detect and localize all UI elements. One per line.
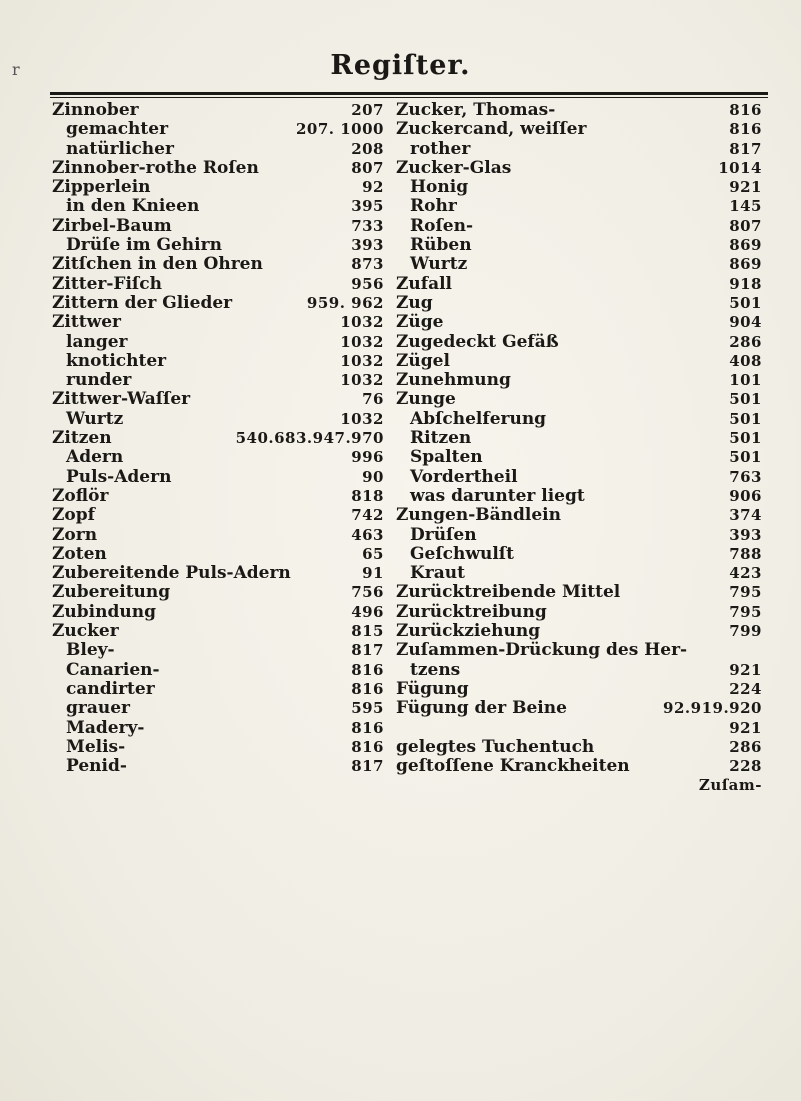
page-reference: 393 <box>729 525 762 544</box>
index-term: runder <box>66 370 132 391</box>
index-entry <box>52 699 384 718</box>
index-entry <box>396 101 762 120</box>
page-reference: 788 <box>729 544 762 563</box>
index-term: Abſchelferung <box>410 408 547 429</box>
index-term: Drüſen <box>410 524 477 545</box>
right-index-column <box>396 101 762 796</box>
index-entry <box>52 487 384 506</box>
index-entry <box>52 390 384 409</box>
index-term: Zubereitende Puls-Adern <box>52 563 291 584</box>
page-reference: 501 <box>729 448 762 467</box>
index-term: Zipperlein <box>52 177 151 198</box>
page-reference: 1032 <box>340 409 384 428</box>
page-reference: 807 <box>351 158 384 177</box>
index-term: Spalten <box>410 447 483 468</box>
index-term: Fügung <box>396 678 469 699</box>
page-reference: 816 <box>351 737 384 756</box>
index-term: Zittwer <box>52 312 121 333</box>
corner-mark: r <box>12 60 20 79</box>
header-rule <box>50 92 768 95</box>
index-term: Madery- <box>66 717 145 738</box>
page-reference: 91 <box>362 564 384 583</box>
index-term: Zunehmung <box>396 370 511 391</box>
page-reference: 395 <box>351 197 384 216</box>
index-term: geſtoſſene Kranckheiten <box>396 756 630 777</box>
index-entry <box>396 603 762 622</box>
page-reference: 996 <box>351 448 384 467</box>
index-term: Zopf <box>52 505 95 526</box>
index-term: rother <box>410 138 471 159</box>
page-reference: 816 <box>351 718 384 737</box>
index-term: Zubereitung <box>52 582 171 603</box>
index-term: Honig <box>410 177 469 198</box>
index-entry <box>52 236 384 255</box>
page-reference: 807 <box>729 216 762 235</box>
index-term: Zungen-Bändlein <box>396 505 561 526</box>
index-entry <box>396 506 762 525</box>
index-entry <box>396 757 762 776</box>
index-term: tzens <box>410 659 461 680</box>
index-term: natürlicher <box>66 138 174 159</box>
index-term: Zurücktreibende Mittel <box>396 582 621 603</box>
index-entry <box>396 719 762 738</box>
page-reference: 1014 <box>718 158 762 177</box>
index-term: Adern <box>66 447 124 468</box>
index-entry <box>396 661 762 680</box>
index-entry <box>52 468 384 487</box>
index-term: in den Knieen <box>66 196 200 217</box>
index-entry <box>52 352 384 371</box>
index-term: Zitſchen in den Ohren <box>52 254 263 275</box>
page-reference: 393 <box>351 236 384 255</box>
index-entry <box>396 738 762 757</box>
index-entry <box>396 699 762 718</box>
index-entry <box>52 545 384 564</box>
index-term: Zurückziehung <box>396 621 541 642</box>
page-reference: 501 <box>729 390 762 409</box>
page-reference: 873 <box>351 255 384 274</box>
index-entry <box>52 217 384 236</box>
page-reference: 904 <box>729 313 762 332</box>
index-term: Puls-Adern <box>66 466 172 487</box>
index-term: Zittwer-Waſſer <box>52 389 191 410</box>
page-reference: 540.683.947.970 <box>235 429 384 448</box>
page-reference: 92.919.920 <box>663 699 762 718</box>
page-reference: 374 <box>729 506 762 525</box>
page-reference: 816 <box>729 120 762 139</box>
page-reference: 795 <box>729 583 762 602</box>
index-term: Wurtz <box>66 408 124 429</box>
index-entry <box>52 371 384 390</box>
index-entry <box>396 776 762 795</box>
page-reference: 286 <box>729 737 762 756</box>
index-term: Zitzen <box>52 428 112 449</box>
index-term: Melis- <box>66 736 126 757</box>
page-reference: 816 <box>351 679 384 698</box>
page-reference: 799 <box>729 622 762 641</box>
page-reference: 1032 <box>340 332 384 351</box>
index-entry <box>52 448 384 467</box>
index-term: Züge <box>396 312 444 333</box>
index-entry <box>396 120 762 139</box>
index-term: Zuckercand, weiſſer <box>396 119 587 140</box>
index-term: Zufall <box>396 273 453 294</box>
index-term: Zubindung <box>52 601 156 622</box>
page-reference: 408 <box>729 351 762 370</box>
page-reference: 496 <box>351 602 384 621</box>
page-reference: 145 <box>729 197 762 216</box>
index-term: Zinnober <box>52 100 139 120</box>
index-term: Geſchwulſt <box>410 543 514 564</box>
index-term: Canarien- <box>66 659 160 680</box>
page-reference: 763 <box>729 467 762 486</box>
index-entry <box>52 255 384 274</box>
index-term: Ritzen <box>410 428 472 449</box>
page-reference: 816 <box>351 660 384 679</box>
page-reference: Zuſam- <box>698 776 762 795</box>
page-reference: 921 <box>729 178 762 197</box>
page-reference: 921 <box>729 718 762 737</box>
index-entry <box>396 487 762 506</box>
page-reference: 1032 <box>340 371 384 390</box>
index-term: Fügung der Beine <box>396 698 567 719</box>
index-entry <box>396 583 762 602</box>
index-entry <box>396 275 762 294</box>
index-entry <box>396 294 762 313</box>
index-entry <box>396 371 762 390</box>
index-entry <box>396 313 762 332</box>
index-entry <box>396 255 762 274</box>
index-term: Kraut <box>410 563 465 584</box>
index-term: candirter <box>66 678 155 699</box>
page-reference: 795 <box>729 602 762 621</box>
index-term: Zorn <box>52 524 98 545</box>
index-term: grauer <box>66 698 130 719</box>
index-term: Zucker-Glas <box>396 157 512 178</box>
page-reference: 76 <box>362 390 384 409</box>
page-reference: 918 <box>729 274 762 293</box>
index-entry <box>396 217 762 236</box>
index-entry <box>396 140 762 159</box>
page-reference: 207 <box>351 101 384 119</box>
index-entry <box>52 178 384 197</box>
index-entry <box>52 719 384 738</box>
index-term: Zinnober-rothe Roſen <box>52 157 259 178</box>
index-entry <box>52 506 384 525</box>
page-reference: 817 <box>351 757 384 776</box>
index-term: langer <box>66 331 128 352</box>
index-entry <box>52 603 384 622</box>
index-entry <box>52 641 384 660</box>
index-term: Zuſammen-Drückung des Her- <box>396 640 688 661</box>
page-reference: 816 <box>729 101 762 119</box>
index-entry <box>52 333 384 352</box>
index-entry <box>396 352 762 371</box>
index-entry <box>52 275 384 294</box>
index-entry <box>52 526 384 545</box>
index-entry <box>396 410 762 429</box>
index-term: Rüben <box>410 235 472 256</box>
index-term: Zügel <box>396 350 450 371</box>
page-reference: 65 <box>362 544 384 563</box>
page-reference: 906 <box>729 486 762 505</box>
index-entry <box>52 101 384 120</box>
page-reference: 869 <box>729 236 762 255</box>
index-entry <box>52 622 384 641</box>
index-entry <box>396 680 762 699</box>
index-entry <box>52 738 384 757</box>
index-term: Zunge <box>396 389 456 410</box>
page-reference: 817 <box>351 641 384 660</box>
page-reference: 733 <box>351 216 384 235</box>
index-entry <box>396 468 762 487</box>
index-term: Penid- <box>66 756 127 777</box>
index-entry <box>52 583 384 602</box>
page-reference: 959. 962 <box>306 293 384 312</box>
index-entry <box>396 622 762 641</box>
index-term: Zugedeckt Gefäß <box>396 331 559 352</box>
index-entry <box>52 197 384 216</box>
page-reference: 921 <box>729 660 762 679</box>
index-entry <box>52 313 384 332</box>
page-reference: 501 <box>729 409 762 428</box>
index-term: Vordertheil <box>410 466 518 487</box>
index-term: gelegtes Tuchentuch <box>396 736 595 757</box>
index-entry <box>396 526 762 545</box>
page-reference: 207. 1000 <box>295 120 384 139</box>
page-reference: 463 <box>351 525 384 544</box>
index-entry <box>396 448 762 467</box>
index-term: Drüſe im Gehirn <box>66 235 222 256</box>
index-term: Zittern der Glieder <box>52 292 233 313</box>
index-entry <box>396 236 762 255</box>
index-term: Zitter-Fiſch <box>52 273 162 294</box>
index-entry <box>52 410 384 429</box>
index-term: was darunter liegt <box>410 485 585 506</box>
index-entry <box>396 564 762 583</box>
index-entry <box>52 661 384 680</box>
index-term: Zurücktreibung <box>396 601 547 622</box>
index-entry <box>396 641 762 660</box>
page-reference: 92 <box>362 178 384 197</box>
page-reference: 1032 <box>340 313 384 332</box>
index-entry <box>52 140 384 159</box>
index-term: Bley- <box>66 640 115 661</box>
page-reference: 815 <box>351 622 384 641</box>
index-entry <box>52 120 384 139</box>
index-term: Roſen- <box>410 215 474 236</box>
index-term: gemachter <box>66 119 169 140</box>
index-term: Zucker, Thomas- <box>396 100 556 120</box>
index-term: knotichter <box>66 350 167 371</box>
index-entry <box>396 178 762 197</box>
index-entry <box>52 680 384 699</box>
index-entry <box>52 564 384 583</box>
page-reference: 817 <box>729 139 762 158</box>
index-term: Zirbel-Baum <box>52 215 172 236</box>
page-reference: 224 <box>729 679 762 698</box>
page-reference: 423 <box>729 564 762 583</box>
index-entry <box>52 757 384 776</box>
page-reference: 286 <box>729 332 762 351</box>
page-title: Regiſter. <box>330 50 471 81</box>
page-reference: 208 <box>351 139 384 158</box>
index-term: Zug <box>396 292 433 313</box>
index-entry <box>396 197 762 216</box>
page-reference: 501 <box>729 293 762 312</box>
index-term: Zoten <box>52 543 107 564</box>
page-reference: 228 <box>729 757 762 776</box>
page-reference: 756 <box>351 583 384 602</box>
index-term: Wurtz <box>410 254 468 275</box>
index-entry <box>396 429 762 448</box>
index-term: Zucker <box>52 621 119 642</box>
page-reference: 101 <box>729 371 762 390</box>
page-reference: 501 <box>729 429 762 448</box>
left-index-column <box>52 101 384 776</box>
page-reference: 595 <box>351 699 384 718</box>
index-term: Zoflör <box>52 485 109 506</box>
index-entry <box>52 159 384 178</box>
page-reference: 956 <box>351 274 384 293</box>
page-reference: 869 <box>729 255 762 274</box>
index-term: Rohr <box>410 196 457 217</box>
page-reference: 90 <box>362 467 384 486</box>
page-reference: 1032 <box>340 351 384 370</box>
page-reference: 818 <box>351 486 384 505</box>
index-entry <box>396 390 762 409</box>
page-reference: 742 <box>351 506 384 525</box>
index-entry <box>396 545 762 564</box>
index-entry <box>396 159 762 178</box>
header-rule-thin <box>50 97 768 98</box>
index-entry <box>396 333 762 352</box>
index-entry <box>52 429 384 448</box>
index-entry <box>52 294 384 313</box>
